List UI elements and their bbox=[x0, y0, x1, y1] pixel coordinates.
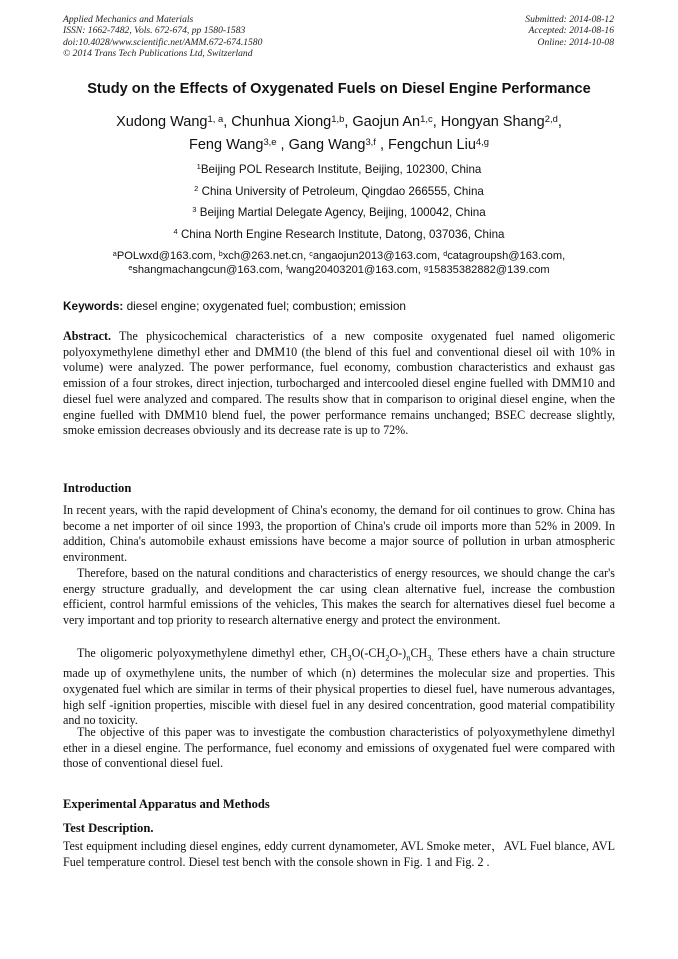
chemical-formula: $CH_3O(-CH_2O-)_nCH_{3.}$ bbox=[330, 646, 434, 663]
author-name: Feng Wang bbox=[189, 137, 264, 153]
emails-line-2: $^e$shangmachangcun@163.com, $^f$wang20403201@163.com, $^g$15835382882@139.com bbox=[128, 263, 550, 276]
email: shangmachangcun@163.com bbox=[132, 264, 280, 276]
accepted-date: Accepted: 2014-08-16 bbox=[528, 25, 614, 37]
author-name: Gang Wang bbox=[288, 137, 366, 153]
journal-doi: doi:10.4028/www.scientific.net/AMM.672-674.1580 bbox=[63, 36, 263, 48]
abstract-label: Abstract. bbox=[63, 329, 112, 343]
affiliation: $^3$ Beijing Martial Delegate Agency, Beijing, 100042, China bbox=[192, 205, 486, 219]
affiliation: $^1$Beijing POL Research Institute, Beijing, 102300, China bbox=[196, 162, 482, 176]
email: xch@263.net.cn bbox=[222, 250, 304, 262]
subsection-heading-test-description: Test Description. bbox=[63, 821, 154, 835]
section-heading-methods: Experimental Apparatus and Methods bbox=[63, 797, 270, 811]
intro-paragraph-2: Therefore, based on the natural conditions and characteristics of energy resources, we should change the car's energy structure gradually, and development the car using clean alternative fuel, increase the combustion efficient, control harmful emissions of the vehicles, This makes the search for alternatives diesel fuel become a very important and top priority to research alternative energy and protect the environment. bbox=[63, 566, 615, 628]
author-name: Gaojun An bbox=[352, 114, 421, 130]
author-name: Hongyan Shang bbox=[440, 114, 545, 130]
methods-paragraph-1: Test equipment including diesel engines, eddy current dynamometer, AVL Smoke meter，AVL Fuel blance, AVL Fuel temperature control. Diesel test bench with the console shown in Fig. 1 and Fig. 2 . bbox=[63, 839, 615, 869]
email: POLwxd@163.com bbox=[116, 250, 213, 262]
email: angaojun2013@163.com bbox=[312, 250, 438, 262]
paper-title: Study on the Effects of Oxygenated Fuels on Diesel Engine Performance bbox=[87, 81, 591, 97]
author-name: Xudong Wang bbox=[116, 114, 208, 130]
email: catagroupsh@163.com bbox=[447, 250, 563, 262]
intro-paragraph-1: In recent years, with the rapid development of China's economy, the demand for oil continues to grow. China has become a net importer of oil since 1993, the proportion of China's crude oil imports more than 52% in 2009. In addition, China's automobile exhaust emissions have become a major source of pollution in urban atmospheric environment. bbox=[63, 503, 615, 565]
author-name: Chunhua Xiong bbox=[231, 114, 332, 130]
journal-copyright: © 2014 Trans Tech Publications Ltd, Switzerland bbox=[63, 48, 253, 60]
abstract: Abstract. The physicochemical characteristics of a new composite oxygenated fuel named oligomeric polyoxymethylene dimethyl ether and DMM10 (the blend of this fuel and conventional diesel oil with 10% in volume) were analyzed. The power performance, fuel economy, combustion characteristics and exhaust gas emission of a four strokes, direct injection, turbocharged and intercooled diesel engine fuelled with DMM10 and diesel fuel were analyzed and compared. The results show that in comparison to original diesel engine, when the engine fuelled with DMM10 blend fuel, the power performance remains unchanged; BSEC decrease slightly, smoke emission decreases obviously and its decrease rate is up to 72%. bbox=[63, 329, 616, 438]
email: 15835382882@139.com bbox=[427, 264, 550, 276]
authors-line-1: Xudong Wang$^{1, a}$, Chunhua Xiong$^{1,b}$, Gaojun An$^{1,c}$, Hongyan Shang$^{2,d}$, bbox=[116, 113, 562, 130]
online-date: Online: 2014-10-08 bbox=[537, 36, 614, 48]
keywords: Keywords: diesel engine; oxygenated fuel; combustion; emission bbox=[63, 299, 406, 313]
emails-line-1: $^a$POLwxd@163.com, $^b$xch@263.net.cn, $^c$angaojun2013@163.com, $^d$catagroupsh@163.com, bbox=[112, 249, 566, 262]
submitted-date: Submitted: 2014-08-12 bbox=[525, 14, 614, 25]
affiliation: $^2$ China University of Petroleum, Qingdao 266555, China bbox=[194, 184, 484, 198]
journal-info bbox=[63, 14, 262, 60]
intro-paragraph-3: The oligomeric polyoxymethylene dimethyl ether, $CH_3O(-CH_2O-)_nCH_{3.}$ These ethers have a chain structure made up of oxymethylene units, the number of which (n) determines the molecular size and properties. This oxygenated fuel which are similar in terms of their physical properties to diesel fuel, have numerous advantages, high self -ignition properties, miscible with diesel fuel in any desired concentration, good material compatibility and no toxicity. bbox=[63, 646, 616, 728]
author-name: Fengchun Liu bbox=[388, 137, 476, 153]
intro-paragraph-4: The objective of this paper was to investigate the combustion characteristics of polyoxymethylene dimethyl ether in a diesel engine. The performance, fuel economy and emissions of oxygenated fuel were compared with those of conventional diesel fuel. bbox=[63, 725, 615, 771]
authors-line-2: Feng Wang$^{3,e}$ , Gang Wang$^{3,f}$ , Fengchun Liu$^{4,g}$ bbox=[189, 136, 489, 153]
journal-name: Applied Mechanics and Materials bbox=[63, 14, 194, 25]
submission-dates bbox=[525, 14, 614, 48]
email: wang20403201@163.com bbox=[288, 264, 418, 276]
section-heading-introduction: Introduction bbox=[63, 481, 132, 495]
journal-issn: ISSN: 1662-7482, Vols. 672-674, pp 1580-1583 bbox=[63, 25, 246, 37]
affiliation: $^4$ China North Engine Research Institute, Datong, 037036, China bbox=[173, 227, 505, 241]
